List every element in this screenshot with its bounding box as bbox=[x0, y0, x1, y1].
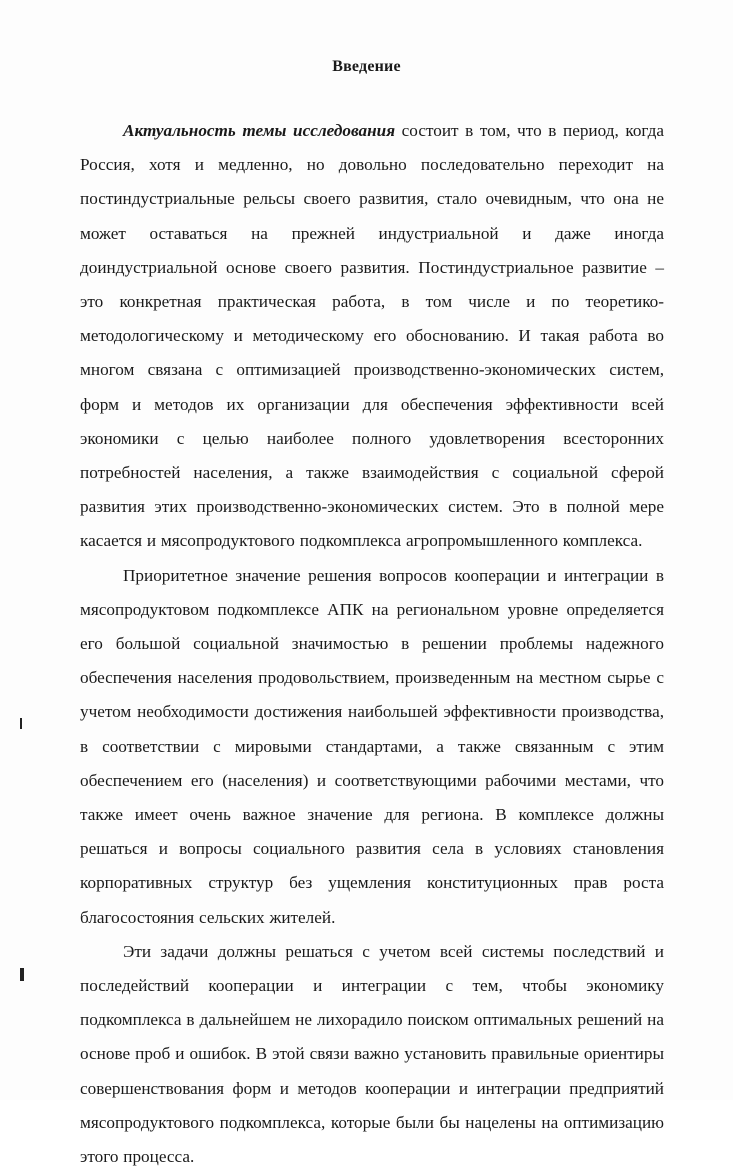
paragraph-1 bbox=[80, 114, 664, 559]
scan-artifact-mark bbox=[20, 718, 22, 729]
paragraph-text: Приоритетное значение решения вопросов кооперации и интеграции в мясопродуктовом подкомплексе АПК на региональном уровне определяется его большой социальной значимостью в решении проблемы надежного обеспечения населения продовольствием, произведенным на местном сырье с учетом необходимости достижения наибольшей эффективности производства, в соответствии с мировыми стандартами, а также связанным с этим обеспечением его (населения) и соответствующими рабочими местами, что также имеет очень важное значение для региона. В комплексе должны решаться и вопросы социального развития села в условиях становления корпоративных структур без ущемления конституционных прав роста благосостояния сельских жителей. bbox=[80, 565, 664, 927]
paragraph-text: Эти задачи должны решаться с учетом всей системы последствий и последействий кооперации и интеграции с тем, чтобы экономику подкомплекса в дальнейшем не лихорадило поиском оптимальных решений на основе проб и ошибок. В этой связи важно установить правильные ориентиры совершенствования форм и методов кооперации и интеграции предприятий мясопродуктового подкомплекса, которые были бы нацелены на оптимизацию этого процесса. bbox=[80, 941, 664, 1167]
scan-artifact-mark bbox=[20, 968, 24, 981]
paragraph-lead-emphasis: Актуальность темы исследования bbox=[123, 121, 396, 140]
document-body bbox=[80, 114, 664, 1174]
paragraph-text: состоит в том, что в период, когда Россия, хотя и медленно, но довольно последовательно переходит на постиндустриальные рельсы своего развития, стало очевидным, что она не может оставаться на прежней индустриальной и даже иногда доиндустриальной основе своего развития. Постиндустриальное развитие – это конкретная практическая работа, в том числе и по теоретико-методологическому и методическому его обоснованию. И такая работа во многом связана с оптимизацией производственно-экономических систем, форм и методов их организации для обеспечения эффективности всей экономики с целью наиболее полного удовлетворения всесторонних потребностей населения, а также взаимодействия с социальной сферой развития этих производственно-экономических систем. Это в полной мере касается и мясопродуктового подкомплекса агропромышленного комплекса. bbox=[80, 121, 664, 551]
paragraph-2 bbox=[80, 559, 664, 935]
page-title: Введение bbox=[332, 58, 401, 75]
paragraph-3 bbox=[80, 935, 664, 1174]
